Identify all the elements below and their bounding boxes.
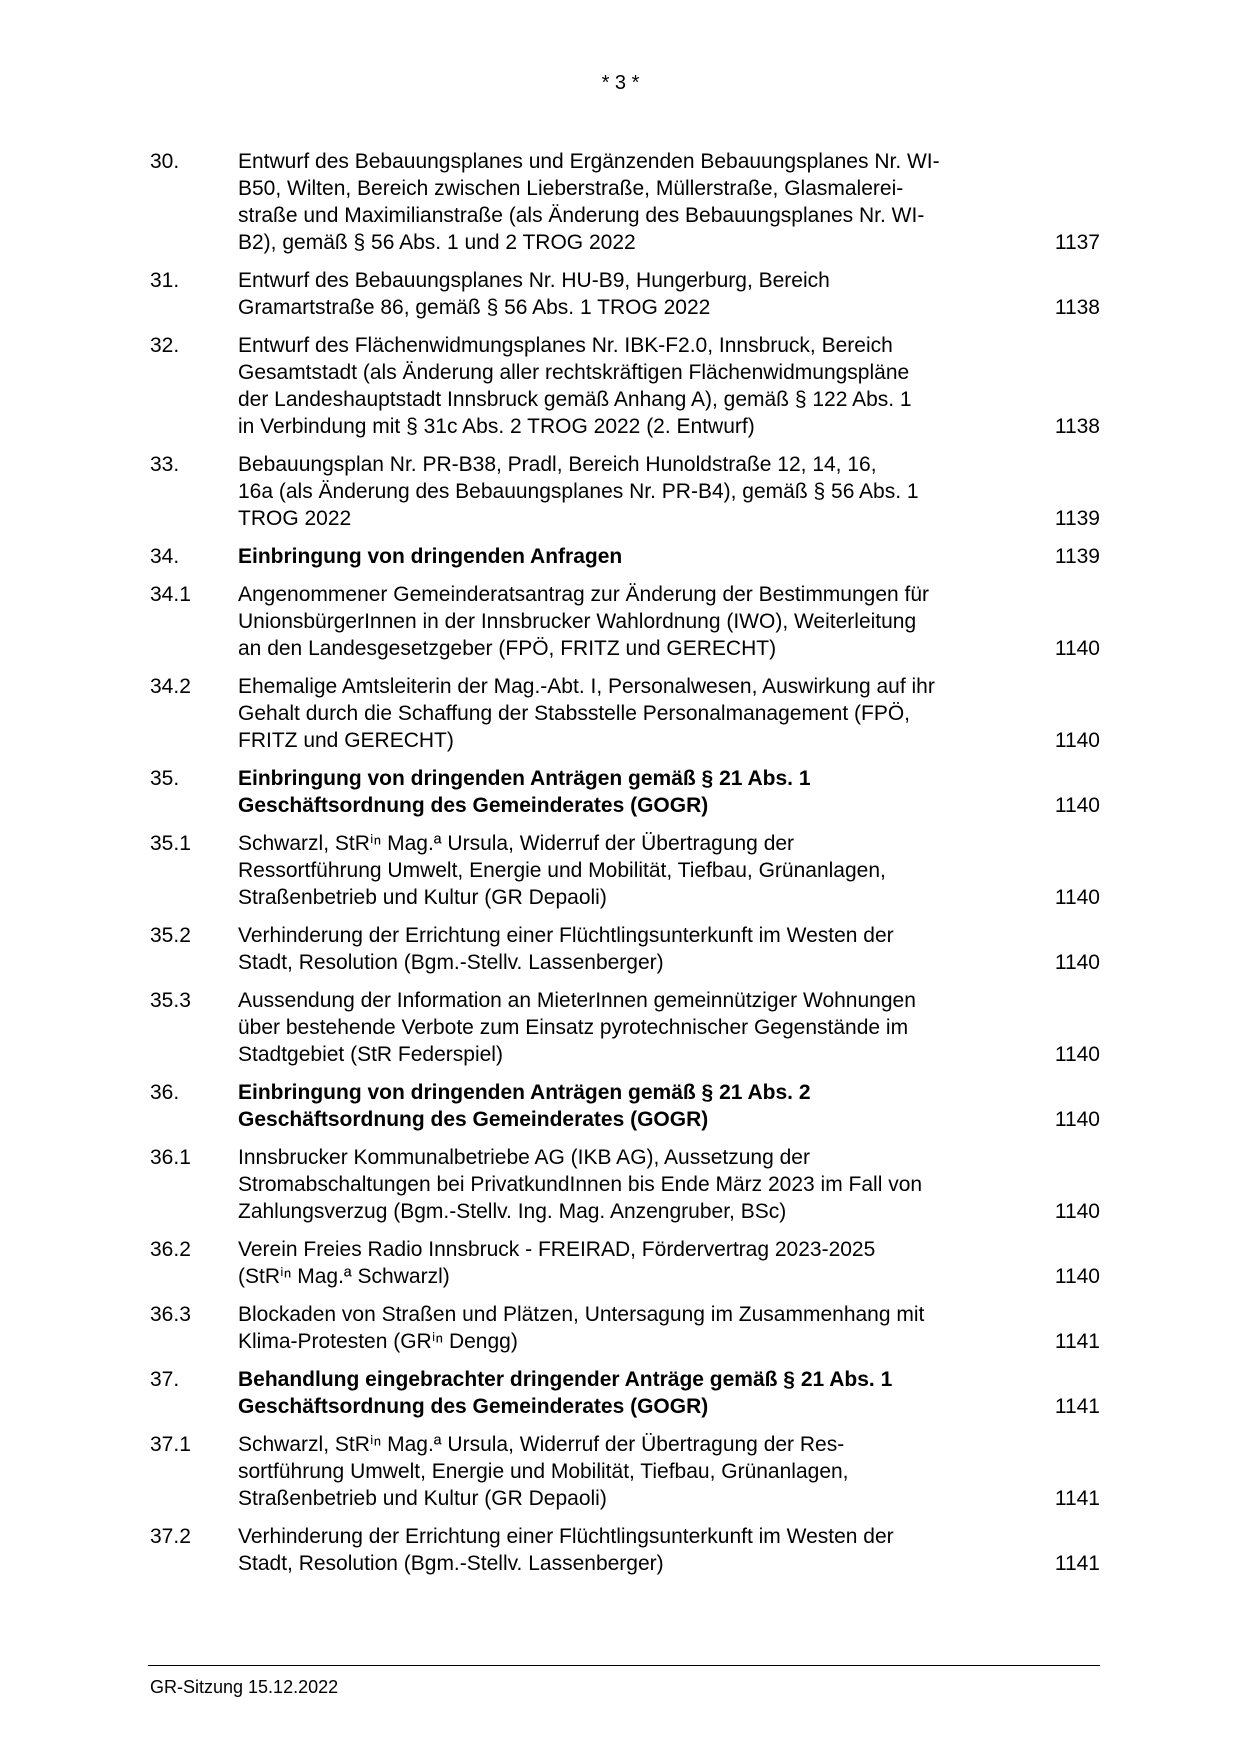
toc-entry: [150, 1236, 1100, 1290]
toc-entry-page: 1141: [1054, 1487, 1100, 1510]
toc-entry-page: 1140: [1054, 794, 1100, 817]
toc-entry-number: 36.2: [150, 1238, 191, 1261]
toc-entry-page: 1139: [1054, 507, 1100, 530]
toc-entry-number: 37.2: [150, 1525, 191, 1548]
toc-entry: [150, 1366, 1100, 1420]
toc-entry: [150, 451, 1100, 532]
toc-entry-title: Verhinderung der Errichtung einer Flüchtlingsunterkunft im Westen der Stadt, Resolution (Bgm.-Stellv. Lassenberger): [238, 1525, 894, 1575]
toc-entry-title: Einbringung von dringenden Anträgen gemäß § 21 Abs. 2 Geschäftsordnung des Gemeinderates (GOGR): [238, 1081, 811, 1131]
toc-entry-title: Einbringung von dringenden Anträgen gemäß § 21 Abs. 1 Geschäftsordnung des Gemeinderates (GOGR): [238, 767, 811, 817]
toc-entry-page: 1138: [1054, 296, 1100, 319]
toc-entry-number: 37.: [150, 1368, 180, 1391]
toc-entry: [150, 1523, 1100, 1577]
toc-entry-page: 1140: [1054, 1200, 1100, 1223]
toc-entry-page: 1137: [1054, 231, 1100, 254]
toc-entry-title: Schwarzl, StRⁱⁿ Mag.ª Ursula, Widerruf der Übertragung der Ressortführung Umwelt, Energie und Mobilität, Tiefbau, Grünanlagen, Straßenbetrieb und Kultur (GR Depaoli): [238, 832, 886, 909]
toc-entry: [150, 581, 1100, 662]
page-number: * 3 *: [601, 72, 640, 94]
toc-entry-page: 1141: [1054, 1552, 1100, 1575]
toc-entry-title: Verhinderung der Errichtung einer Flüchtlingsunterkunft im Westen der Stadt, Resolution (Bgm.-Stellv. Lassenberger): [238, 924, 894, 974]
toc-entry-page: 1140: [1054, 729, 1100, 752]
toc-entry-page: 1138: [1054, 415, 1100, 438]
toc-entry-number: 35.2: [150, 924, 191, 947]
toc-entry-title: Innsbrucker Kommunalbetriebe AG (IKB AG), Aussetzung der Stromabschaltungen bei PrivatkundInnen bis Ende März 2023 im Fall von Zahlungsverzug (Bgm.-Stellv. Ing. Mag. Anzengruber, BSc): [238, 1146, 923, 1223]
toc-entry-number: 33.: [150, 453, 180, 476]
toc-entry-title: Entwurf des Bebauungsplanes und Ergänzenden Bebauungsplanes Nr. WI- B50, Wilten, Bereich zwischen Lieberstraße, Müllerstraße, Glasmalerei- straße und Maximilianstraße (als Änderung des Bebauungsplanes Nr. WI- B2), gemäß § 56 Abs. 1 und 2 TROG 2022: [238, 150, 940, 254]
toc-entry: [150, 765, 1100, 819]
toc-entry-title: Entwurf des Bebauungsplanes Nr. HU-B9, Hungerburg, Bereich Gramartstraße 86, gemäß § 56 Abs. 1 TROG 2022: [238, 269, 830, 319]
toc-entry-page: 1140: [1054, 1108, 1100, 1131]
table-of-contents: [150, 148, 1100, 1588]
toc-entry: [150, 1301, 1100, 1355]
toc-entry: [150, 148, 1100, 256]
toc-entry: [150, 1431, 1100, 1512]
toc-entry-number: 31.: [150, 269, 180, 292]
toc-entry: [150, 543, 1100, 570]
toc-entry: [150, 332, 1100, 440]
toc-entry-title: Aussendung der Information an MieterInnen gemeinnütziger Wohnungen über bestehende Verbote zum Einsatz pyrotechnischer Gegenstände im Stadtgebiet (StR Federspiel): [238, 989, 916, 1066]
toc-entry-number: 35.3: [150, 989, 191, 1012]
toc-entry-number: 30.: [150, 150, 180, 173]
toc-entry-number: 35.: [150, 767, 180, 790]
toc-entry-page: 1140: [1054, 1265, 1100, 1288]
toc-entry-page: 1141: [1054, 1395, 1100, 1418]
toc-entry-title: Behandlung eingebrachter dringender Anträge gemäß § 21 Abs. 1 Geschäftsordnung des Gemeinderates (GOGR): [238, 1368, 893, 1418]
toc-entry: [150, 1144, 1100, 1225]
toc-entry: [150, 673, 1100, 754]
toc-entry-number: 37.1: [150, 1433, 191, 1456]
toc-entry-number: 34.2: [150, 675, 191, 698]
toc-entry-title: Schwarzl, StRⁱⁿ Mag.ª Ursula, Widerruf der Übertragung der Res- sortführung Umwelt, Energie und Mobilität, Tiefbau, Grünanlagen, Straßenbetrieb und Kultur (GR Depaoli): [238, 1433, 849, 1510]
toc-entry-title: Ehemalige Amtsleiterin der Mag.-Abt. I, Personalwesen, Auswirkung auf ihr Gehalt durch die Schaffung der Stabsstelle Personalmanagement (FPÖ, FRITZ und GERECHT): [238, 675, 935, 752]
toc-entry: [150, 922, 1100, 976]
toc-entry-page: 1140: [1054, 886, 1100, 909]
toc-entry: [150, 267, 1100, 321]
toc-entry-number: 36.1: [150, 1146, 191, 1169]
toc-entry-number: 32.: [150, 334, 180, 357]
toc-entry-number: 36.3: [150, 1303, 191, 1326]
footer-session-date: GR-Sitzung 15.12.2022: [150, 1677, 339, 1697]
toc-entry-page: 1141: [1054, 1330, 1100, 1353]
toc-entry-page: 1140: [1054, 951, 1100, 974]
toc-entry-number: 34.1: [150, 583, 191, 606]
toc-entry-page: 1140: [1054, 637, 1100, 660]
toc-entry-title: Bebauungsplan Nr. PR-B38, Pradl, Bereich Hunoldstraße 12, 14, 16, 16a (als Änderung des Bebauungsplanes Nr. PR-B4), gemäß § 56 Abs. 1 TROG 2022: [238, 453, 919, 530]
toc-entry-number: 36.: [150, 1081, 180, 1104]
toc-entry-title: Verein Freies Radio Innsbruck - FREIRAD, Fördervertrag 2023-2025 (StRⁱⁿ Mag.ª Schwarzl): [238, 1238, 876, 1288]
toc-entry-page: 1139: [1054, 545, 1100, 568]
toc-entry-page: 1140: [1054, 1043, 1100, 1066]
toc-entry: [150, 830, 1100, 911]
toc-entry-title: Angenommener Gemeinderatsantrag zur Änderung der Bestimmungen für UnionsbürgerInnen in der Innsbrucker Wahlordnung (IWO), Weiterleitung an den Landesgesetzgeber (FPÖ, FRITZ und GERECHT): [238, 583, 930, 660]
footer-divider: [148, 1665, 1100, 1666]
toc-entry-title: Einbringung von dringenden Anfragen: [238, 545, 623, 568]
toc-entry-title: Blockaden von Straßen und Plätzen, Untersagung im Zusammenhang mit Klima-Protesten (GRⁱⁿ Dengg): [238, 1303, 925, 1353]
toc-entry-number: 35.1: [150, 832, 191, 855]
toc-entry: [150, 987, 1100, 1068]
toc-entry: [150, 1079, 1100, 1133]
toc-entry-number: 34.: [150, 545, 180, 568]
toc-entry-title: Entwurf des Flächenwidmungsplanes Nr. IBK-F2.0, Innsbruck, Bereich Gesamtstadt (als Änderung aller rechtskräftigen Flächenwidmungspläne der Landeshauptstadt Innsbruck gemäß Anhang A), gemäß § 122 Abs. 1 in Verbindung mit § 31c Abs. 2 TROG 2022 (2. Entwurf): [238, 334, 912, 438]
